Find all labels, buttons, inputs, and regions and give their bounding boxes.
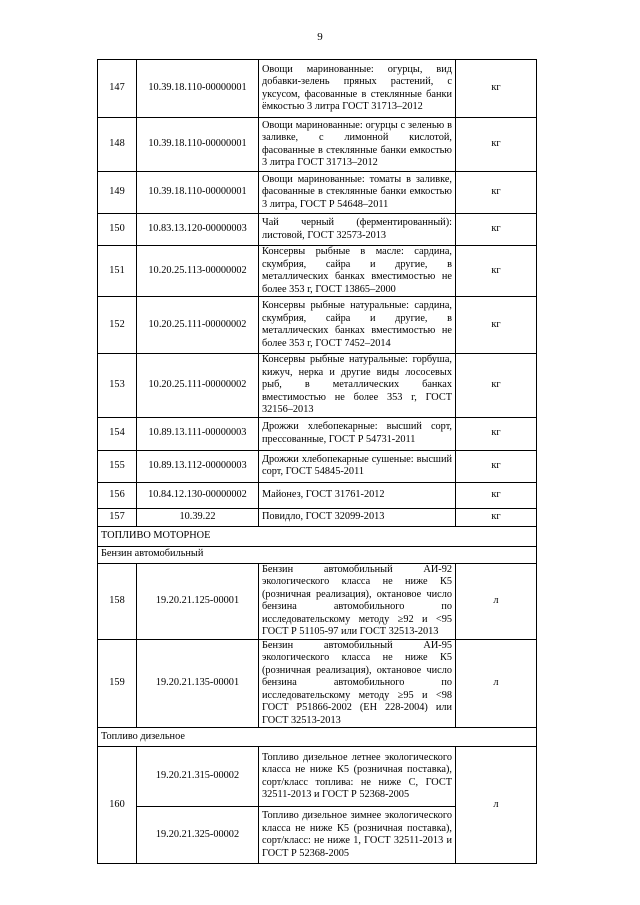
table-row	[98, 214, 537, 246]
product-code: 19.20.21.315-00002	[137, 747, 259, 807]
unit: кг	[456, 482, 537, 508]
product-description: Бензин автомобильный АИ-95 экологического класса не ниже К5 (розничная реализация), октановое число бензина автомобильного по исследовательскому методу ≥95 и <98 ГОСТ Р51866-2002 (ЕН 228-2004) или ГОСТ 32513-2013	[259, 639, 456, 728]
section-row	[98, 526, 537, 546]
products-table	[97, 59, 537, 864]
section-row	[98, 728, 537, 747]
product-description: Дрожжи хлебопекарные сушеные: высший сорт, ГОСТ 54845-2011	[259, 450, 456, 482]
row-number: 154	[98, 417, 137, 450]
table-row	[98, 118, 537, 172]
product-code: 10.39.18.110-00000001	[137, 172, 259, 214]
product-description: Майонез, ГОСТ 31761-2012	[259, 482, 456, 508]
subsection-title-petrol: Бензин автомобильный	[98, 546, 537, 563]
unit: л	[456, 639, 537, 728]
product-code: 10.89.13.111-00000003	[137, 417, 259, 450]
product-code: 19.20.21.125-00001	[137, 563, 259, 639]
row-number: 159	[98, 639, 137, 728]
unit: кг	[456, 450, 537, 482]
table-row	[98, 508, 537, 526]
table-row	[98, 747, 537, 807]
product-code: 10.39.18.110-00000001	[137, 118, 259, 172]
row-number: 158	[98, 563, 137, 639]
product-code: 10.84.12.130-00000002	[137, 482, 259, 508]
product-code: 10.20.25.113-00000002	[137, 246, 259, 297]
product-code: 19.20.21.325-00002	[137, 807, 259, 864]
unit: кг	[456, 172, 537, 214]
row-number: 148	[98, 118, 137, 172]
product-description: Топливо дизельное летнее экологического класса не ниже К5 (розничная поставка), сорт/класс топлива: не ниже С, ГОСТ 32511-2013 и ГОСТ Р 52368-2005	[259, 747, 456, 807]
row-number: 156	[98, 482, 137, 508]
table-row	[98, 60, 537, 118]
product-code: 10.20.25.111-00000002	[137, 354, 259, 418]
product-description: Топливо дизельное зимнее экологического класса не ниже К5 (розничная поставка), сорт/класс: не ниже 1, ГОСТ 32511-2013 и ГОСТ Р 52368-2005	[259, 807, 456, 864]
product-code: 10.83.13.120-00000003	[137, 214, 259, 246]
product-code: 19.20.21.135-00001	[137, 639, 259, 728]
row-number: 155	[98, 450, 137, 482]
unit: кг	[456, 246, 537, 297]
product-description: Овощи маринованные: томаты в заливке, фасованные в стеклянные банки емкостью 3 литра, ГОСТ Р 54648–2011	[259, 172, 456, 214]
product-code: 10.20.25.111-00000002	[137, 297, 259, 354]
unit: кг	[456, 508, 537, 526]
row-number: 147	[98, 60, 137, 118]
row-number: 157	[98, 508, 137, 526]
unit: кг	[456, 60, 537, 118]
section-title-fuel: ТОПЛИВО МОТОРНОЕ	[98, 526, 537, 546]
product-description: Овощи маринованные: огурцы с зеленью в заливке, с лимонной кислотой, фасованные в стеклянные банки емкостью 3 литра ГОСТ 31713–2012	[259, 118, 456, 172]
unit: л	[456, 747, 537, 864]
table-row	[98, 172, 537, 214]
unit: кг	[456, 118, 537, 172]
row-number: 151	[98, 246, 137, 297]
product-description: Консервы рыбные натуральные: сардина, скумбрия, сайра и другие, в металлических банках вместимостью не более 353 г, ГОСТ 7452–2014	[259, 297, 456, 354]
table-row	[98, 482, 537, 508]
subsection-title-diesel: Топливо дизельное	[98, 728, 537, 747]
product-description: Консервы рыбные натуральные: горбуша, кижуч, нерка и другие виды лососевых рыб, в металлических банках вместимостью не более 353 г, ГОСТ 32156–2013	[259, 354, 456, 418]
unit: кг	[456, 297, 537, 354]
row-number: 153	[98, 354, 137, 418]
table-row	[98, 450, 537, 482]
row-number: 149	[98, 172, 137, 214]
unit: кг	[456, 417, 537, 450]
unit: кг	[456, 354, 537, 418]
section-row	[98, 546, 537, 563]
table-row	[98, 297, 537, 354]
table-row	[98, 417, 537, 450]
product-description: Дрожжи хлебопекарные: высший сорт, прессованные, ГОСТ Р 54731-2011	[259, 417, 456, 450]
table-row	[98, 354, 537, 418]
table-row	[98, 246, 537, 297]
table-row	[98, 639, 537, 728]
product-code: 10.39.22	[137, 508, 259, 526]
table-row	[98, 563, 537, 639]
product-description: Повидло, ГОСТ 32099-2013	[259, 508, 456, 526]
row-number: 152	[98, 297, 137, 354]
unit: л	[456, 563, 537, 639]
row-number: 150	[98, 214, 137, 246]
product-description: Бензин автомобильный АИ-92 экологического класса не ниже К5 (розничная реализация), октановое число бензина автомобильного по исследовательскому методу ≥92 и <95 ГОСТ Р 51105-97 или ГОСТ 32513-2013	[259, 563, 456, 639]
product-description: Овощи маринованные: огурцы, вид добавки-зелень пряных растений, с уксусом, фасованные в стеклянные банки ёмкостью 3 литра ГОСТ 31713–2012	[259, 60, 456, 118]
row-number: 160	[98, 747, 137, 864]
unit: кг	[456, 214, 537, 246]
product-description: Консервы рыбные в масле: сардина, скумбрия, сайра и другие, в металлических банках вместимостью не более 353 г, ГОСТ 13865–2000	[259, 246, 456, 297]
page-number: 9	[317, 31, 323, 43]
product-description: Чай черный (ферментированный): листовой, ГОСТ 32573-2013	[259, 214, 456, 246]
product-code: 10.39.18.110-00000001	[137, 60, 259, 118]
product-code: 10.89.13.112-00000003	[137, 450, 259, 482]
